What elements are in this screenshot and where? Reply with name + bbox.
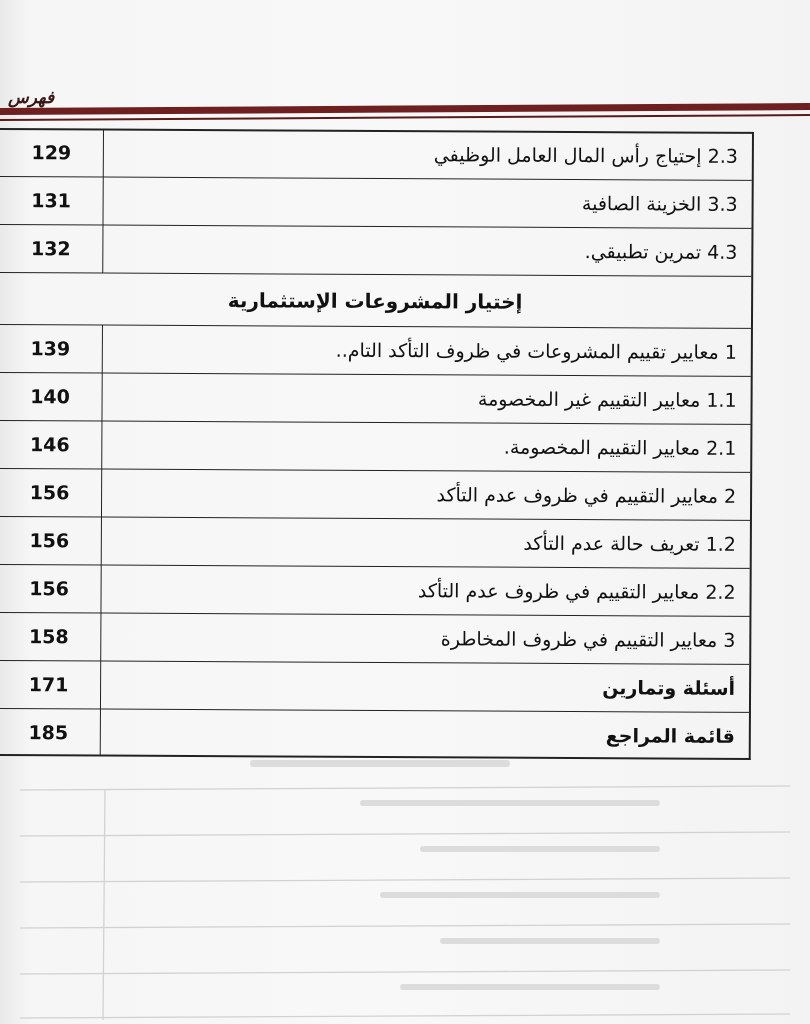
toc-page-number: 131: [0, 177, 104, 225]
toc-entry-row: [0, 516, 750, 568]
toc-entry-row: [0, 324, 751, 376]
toc-entry-row: [0, 708, 749, 760]
toc-entry-row: [0, 660, 749, 712]
toc-entry-title: 2.3 إحتياج رأس المال العامل الوظيفي: [433, 144, 738, 168]
toc-page-number: 146: [0, 421, 102, 469]
toc-entry-title: أسئلة وتمارين: [602, 676, 736, 700]
toc-entry-title: 3 معايير التقييم في ظروف المخاطرة: [440, 627, 736, 652]
toc-entry-row: [0, 564, 750, 616]
running-header: فهرس: [8, 88, 55, 108]
table-of-contents: [0, 128, 754, 760]
toc-page-number: 171: [0, 661, 101, 709]
toc-entry-title: 2.2 معايير التقييم في ظروف عدم التأكد: [417, 579, 736, 604]
toc-page-number: 139: [0, 325, 103, 373]
toc-page-number: 158: [0, 613, 101, 661]
header-rule-thin: [0, 114, 810, 121]
toc-section-title: إختيار المشروعات الإستثمارية: [227, 287, 523, 314]
toc-entry-title: 1.1 معايير التقييم غير المخصومة: [477, 388, 737, 412]
toc-page-number: 185: [0, 709, 101, 757]
toc-entry-row: [0, 128, 752, 180]
toc-entry-title: 3.3 الخزينة الصافية: [581, 192, 738, 216]
header-rule-thick: [0, 103, 810, 115]
toc-page-number: 156: [0, 517, 102, 565]
toc-entry-title: 1 معايير تقييم المشروعات في ظروف التأكد التام..: [335, 339, 737, 364]
toc-entry-row: [0, 224, 751, 276]
toc-entry-title: 2 معايير التقييم في ظروف عدم التأكد: [436, 483, 737, 508]
toc-page-number: 156: [0, 565, 102, 613]
toc-entry-title: 4.3 تمرين تطبيقي.: [584, 240, 738, 264]
toc-page-number: 132: [0, 225, 103, 273]
toc-entry-row: [0, 468, 750, 520]
toc-page-number: 129: [0, 130, 104, 177]
toc-section-row: [0, 272, 751, 328]
toc-entry-row: [0, 612, 749, 664]
toc-page-number: 156: [0, 469, 102, 517]
toc-entry-row: [0, 372, 751, 424]
toc-entry-row: [0, 420, 750, 472]
toc-page-number: 140: [0, 373, 103, 421]
toc-entry-title: قائمة المراجع: [605, 724, 735, 748]
toc-entry-row: [0, 176, 752, 228]
toc-entry-title: 2.1 معايير التقييم المخصومة.: [503, 436, 737, 460]
toc-entry-title: 1.2 تعريف حالة عدم التأكد: [523, 532, 736, 556]
